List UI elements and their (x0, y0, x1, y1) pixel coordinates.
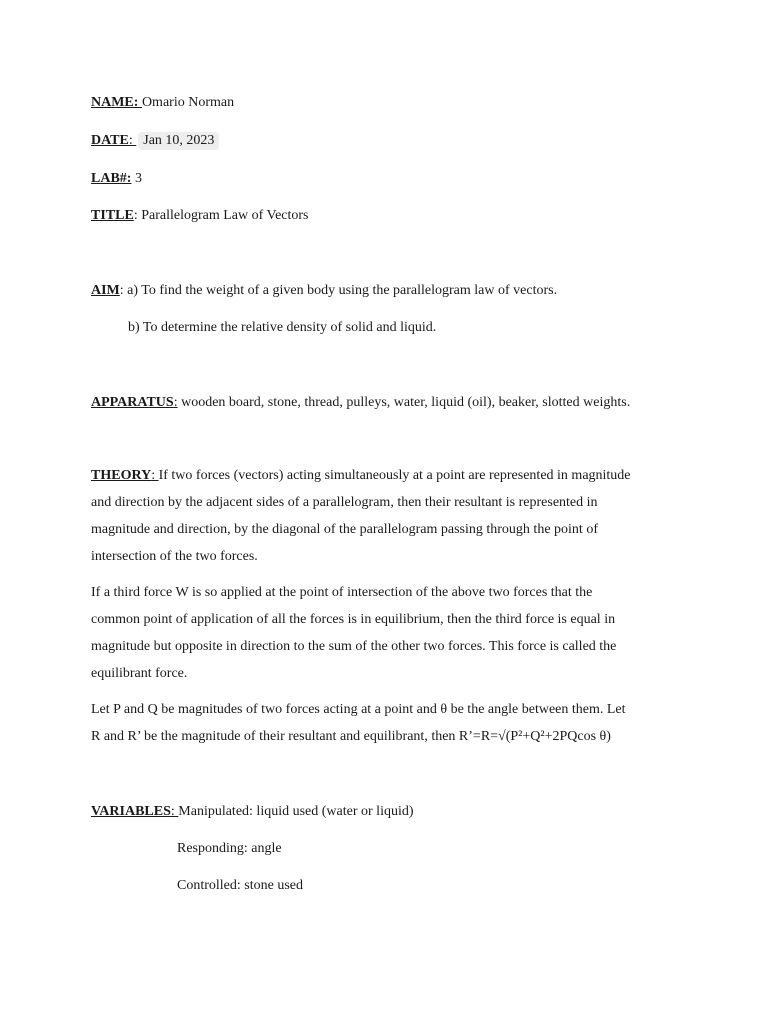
variables-responding: Responding: angle (177, 841, 282, 856)
lab-line (91, 170, 142, 188)
lab-value: 3 (131, 171, 142, 186)
theory-p1-line1 (91, 462, 681, 489)
theory-p2-line4: equilibrant force. (91, 666, 188, 681)
date-chip[interactable]: Jan 10, 2023 (138, 132, 219, 150)
theory-p3-line2: R and R’ be the magnitude of their resultant and equilibrant, then R’=R=√(P²+Q²+2PQcos θ) (91, 729, 611, 744)
title-label: TITLE (91, 208, 134, 223)
theory-paragraph-2 (91, 579, 681, 687)
lab-label: LAB#: (91, 171, 132, 186)
aim-text-a: : a) To find the weight of a given body using the parallelogram law of vectors. (119, 283, 558, 298)
variables-colon: : (170, 804, 179, 819)
title-value: : Parallelogram Law of Vectors (133, 208, 309, 223)
variables-controlled-line (177, 877, 303, 895)
name-line (91, 94, 234, 112)
apparatus-text: wooden board, stone, thread, pulleys, water, liquid (oil), beaker, slotted weights. (177, 395, 631, 410)
apparatus-line (91, 394, 630, 412)
title-line (91, 207, 309, 225)
variables-manipulated: Manipulated: liquid used (water or liquid) (178, 804, 414, 819)
apparatus-label: APPARATUS (91, 395, 174, 410)
apparatus-colon: : (173, 395, 178, 410)
theory-paragraph-1 (91, 462, 681, 570)
theory-paragraph-3 (91, 696, 681, 750)
theory-p1-line4: intersection of the two forces. (91, 549, 258, 564)
aim-text-b: b) To determine the relative density of solid and liquid. (128, 320, 437, 335)
variables-responding-line (177, 840, 282, 858)
theory-p1-line3: magnitude and direction, by the diagonal of the parallelogram passing through the point of (91, 522, 598, 537)
theory-colon: : (151, 468, 159, 483)
theory-p2-line2: common point of application of all the forces is in equilibrium, then the third force is equal in (91, 612, 616, 627)
aim-label: AIM (91, 283, 120, 298)
theory-label: THEORY (91, 468, 152, 483)
theory-p2-line3: magnitude but opposite in direction to the sum of the other two forces. This force is called the (91, 639, 617, 654)
date-label: DATE (91, 133, 129, 148)
theory-p2-line1: If a third force W is so applied at the point of intersection of the above two forces that the (91, 585, 593, 600)
date-colon: : (128, 133, 137, 148)
aim-line-a (91, 282, 557, 300)
theory-p1-line2: and direction by the adjacent sides of a parallelogram, then their resultant is represented in (91, 495, 598, 510)
theory-p1-line1-text: If two forces (vectors) acting simultaneously at a point are represented in magnitude (158, 468, 631, 483)
variables-line (91, 803, 414, 821)
theory-p3-line1: Let P and Q be magnitudes of two forces acting at a point and θ be the angle between them. Let (91, 702, 626, 717)
variables-controlled: Controlled: stone used (177, 878, 303, 893)
aim-line-b (128, 319, 436, 337)
variables-label: VARIABLES (91, 804, 171, 819)
name-label: NAME: (91, 95, 142, 110)
name-value: Omario Norman (141, 95, 235, 110)
date-line (91, 132, 219, 150)
